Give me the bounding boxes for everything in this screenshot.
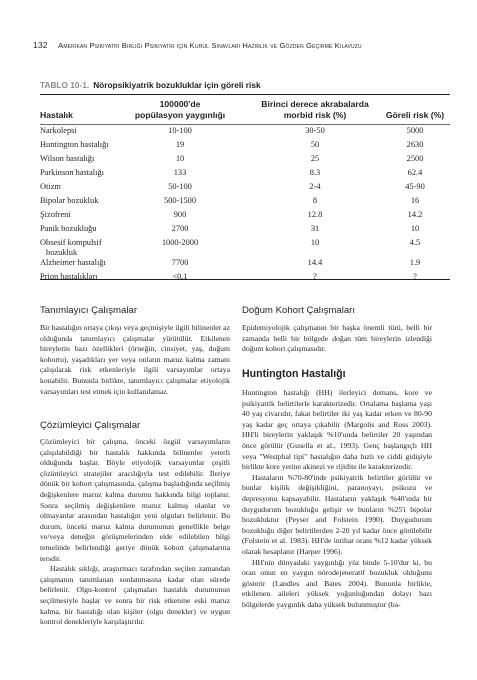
cell-relative-risk: 45-90 bbox=[405, 182, 425, 191]
cell-prevalence: 133 bbox=[173, 168, 187, 177]
running-header bbox=[33, 40, 453, 52]
table-caption: Nöropsikiyatrik bozukluklar için göreli risk bbox=[93, 80, 261, 90]
cell-morbid-risk: 8.3 bbox=[309, 168, 321, 177]
header-morbid-line1: Birinci derece akrabalarda bbox=[261, 99, 369, 109]
cell-disease-line2: bozukluk bbox=[46, 248, 78, 257]
cell-prevalence: 1000-2000 bbox=[161, 238, 199, 247]
right-col-block2 bbox=[242, 388, 432, 610]
header-prevalence-line1: 100000'de bbox=[159, 99, 201, 109]
cell-prevalence: <0.1 bbox=[172, 272, 188, 281]
cell-disease: Parkinson hastalığı bbox=[40, 168, 104, 177]
heading-descriptive-studies: Tanımlayıcı Çalışmalar bbox=[40, 305, 138, 316]
cell-disease: Prion hastalıkları bbox=[40, 272, 98, 281]
cell-prevalence: 10 bbox=[175, 154, 185, 163]
cell-prevalence: 7700 bbox=[171, 258, 189, 267]
cell-prevalence: 500-1500 bbox=[163, 196, 197, 205]
cell-prevalence: 10-100 bbox=[168, 126, 192, 135]
table-title bbox=[40, 80, 261, 90]
cell-relative-risk: 16 bbox=[410, 196, 420, 205]
cell-prevalence: 50-100 bbox=[168, 182, 192, 191]
cell-disease: Wilson hastalığı bbox=[40, 154, 95, 163]
paragraph: Çözümleyici bir çalışma, önceki özgül varsayımların çalışılabildiği bir hastalık hakkında bilinenler yeterli olduğunda başlar. Böyle etiyolojik varsayımlar çeşitli çözümleyici stratejiler aracılığıyla test edilebilir. İleriye dönük bir kohort çalışmasında, çalışma başladığında seçilmiş değişkenlere maruz kalma durumu hakkında bilgi toplanır. Sonra seçilmiş değişkenlere maruz kalmış olanlar ve olmayanlar arasından hastalığın yeni olguları belirlenir. Bu durum, önceki maruz kalma durumunun genellikle belge ve/veya deneğin görüşmelerinden elde edilebilen bilgi temelinde belirlendiği geriye dönük kohort çalışmalarına tersdir. bbox=[40, 437, 230, 563]
cell-relative-risk: 2500 bbox=[406, 154, 424, 163]
cell-morbid-risk: ? bbox=[313, 272, 317, 281]
cell-relative-risk: 10 bbox=[410, 224, 420, 233]
cell-morbid-risk: 8 bbox=[312, 196, 318, 205]
table-header-rule bbox=[40, 124, 450, 125]
cell-morbid-risk: 25 bbox=[310, 154, 320, 163]
cell-relative-risk: 1.9 bbox=[409, 258, 421, 267]
table-top-rule bbox=[40, 94, 450, 95]
cell-prevalence: 900 bbox=[173, 210, 187, 219]
cell-relative-risk: 5000 bbox=[406, 126, 424, 135]
header-prevalence bbox=[110, 99, 250, 120]
heading-birth-cohort-studies: Doğum Kohort Çalışmaları bbox=[242, 305, 356, 316]
paragraph: Hastaların %70-80'inde psikiyatrik belirtiler görülür ve bunlar kişilik değişikliğini, paranoyayı, psikozu ve depresyonu kapsayabilir. Hastaların yaklaşık %40'ında bir duygudurum bozukluğu gelişir ve bunların %25'i bipolar bozukluktur (Peyser and Folstein 1990). Duygudurum bozukluğu diğer belirtilerden 2-20 yıl kadar önce görülebilir (Folstein et al. 1983). HH'de intihar oranı %12 kadar yüksek olarak hesaplanır (Harper 1996). bbox=[242, 472, 432, 556]
left-col-block1 bbox=[40, 323, 230, 397]
cell-disease: Bipolar bozukluk bbox=[40, 196, 99, 205]
cell-disease: Panik bozukluğu bbox=[40, 224, 97, 233]
paragraph: HH'nin dünyadaki yaygınlığı yüz binde 5-10'dur ki, bu oran onun en yaygın nörodejeneratif bozukluk olduğunu gösterir (Landles and Bates 2004). Bununla birlikte, etkilenen aileleri yüksek yoğunluğundan dolayı bazı bölgelerde yaygınlık daha yüksek bulunmuştur (ba- bbox=[242, 557, 432, 609]
header-relative-risk: Göreli risk (%) bbox=[385, 110, 445, 120]
cell-morbid-risk: 30-50 bbox=[305, 126, 325, 135]
page-number: 132 bbox=[33, 40, 48, 50]
cell-prevalence: 19 bbox=[175, 140, 185, 149]
cell-morbid-risk: 2-4 bbox=[309, 182, 321, 191]
cell-morbid-risk: 31 bbox=[310, 224, 320, 233]
paragraph: Epidemiyolojik çalışmanın bir başka önemli türü, belli bir zamanda belli bir bölgede doğan tüm bireylerin izlendiği doğum kohort çalışmasıdır. bbox=[242, 323, 432, 354]
cell-relative-risk: ? bbox=[413, 272, 417, 281]
cell-relative-risk: 2630 bbox=[406, 140, 424, 149]
table-label: TABLO 10-1. bbox=[40, 80, 90, 90]
cell-disease: Şizofreni bbox=[40, 210, 71, 219]
cell-disease: Alzheimer hastalığı bbox=[40, 258, 106, 267]
paragraph: Bir hastalığın ortaya çıkışı veya geçmişiyle ilgili bilinenler az olduğunda tanımlayıcı çalışmalar yürütülür. Etkilenen bireylerin bazı özellikleri (örneğin, cinsiyet, yaş, doğum kohortu), yaşadıkları yer veya onların maruz kalma zamanı çalışılarak risk etkenleriyle ilgili varsayımlar ortaya konabilir. Bununla birlikte, tanımlayıcı çalışmalar etiyolojik varsayımları test etmek için kullanılamaz. bbox=[40, 323, 230, 396]
cell-prevalence: 2700 bbox=[171, 224, 189, 233]
header-disease: Hastalık bbox=[40, 110, 73, 120]
paragraph: Hastalık sıklığı, araştırmacı tarafından seçilen zamandan çalışmanın tanımlanan sonlanmasına kadar olan sürede belirlenir. Olgu-kontrol çalışmaları hastalık durumunun seçilmesiyle başlar ve sonra bir risk etkenine eski maruz kalma, bir hastalığı olan kişiler (olgu denekler) ve uygun kontrol denekleriyle karşılaştırılır. bbox=[40, 564, 230, 627]
cell-relative-risk: 14.2 bbox=[407, 210, 423, 219]
cell-relative-risk: 4.5 bbox=[409, 238, 421, 247]
cell-morbid-risk: 10 bbox=[310, 238, 320, 247]
header-morbid-line2: morbid risk (%) bbox=[283, 109, 347, 120]
table-bottom-rule bbox=[40, 279, 450, 280]
cell-morbid-risk: 14.4 bbox=[307, 258, 323, 267]
header-prevalence-line2: popülasyon yaygınlığı bbox=[134, 109, 226, 120]
cell-morbid-risk: 12.8 bbox=[307, 210, 323, 219]
cell-disease: Otizm bbox=[40, 182, 61, 191]
cell-disease: Narkolepsi bbox=[40, 126, 77, 135]
paragraph: Huntington hastalığı (HH) ilerleyici demans, kore ve psikiyatrik belirtilerle karakterizedir. Ortalama başlama yaşı 40 yaş civarıdır, fakat belirtiler iki yaş kadar erken ve 80-90 yaş kadar geç ortaya çıkabilir (Margolis and Ross 2003). HH'li bireylerin yaklaşık %10'unda belirtiler 20 yaşından önce görülür (Gusella et al., 1993). Genç başlangıçlı HH veya "Westphal tipi" hastalığın daha hızlı ve ciddi gidişiyle birlikte kore yerine akinezi ve rijidite ile karakterizedir. bbox=[242, 388, 432, 472]
cell-disease: Huntington hastalığı bbox=[40, 140, 109, 149]
running-title: Amerikan Psikiyatri Birliği Psikiyatri için Kurul Sınavları Hazırlık ve Gözden Geçirme Kılavuzu bbox=[58, 41, 362, 50]
cell-disease: Obsesif kompulsif bbox=[40, 238, 102, 247]
cell-relative-risk: 62.4 bbox=[407, 168, 423, 177]
left-col-block2 bbox=[40, 437, 230, 628]
cell-morbid-risk: 50 bbox=[310, 140, 320, 149]
heading-analytic-studies: Çözümleyici Çalışmalar bbox=[40, 420, 141, 431]
header-morbid-risk bbox=[250, 99, 380, 120]
heading-huntington: Huntington Hastalığı bbox=[242, 368, 346, 380]
right-col-block1 bbox=[242, 323, 432, 355]
